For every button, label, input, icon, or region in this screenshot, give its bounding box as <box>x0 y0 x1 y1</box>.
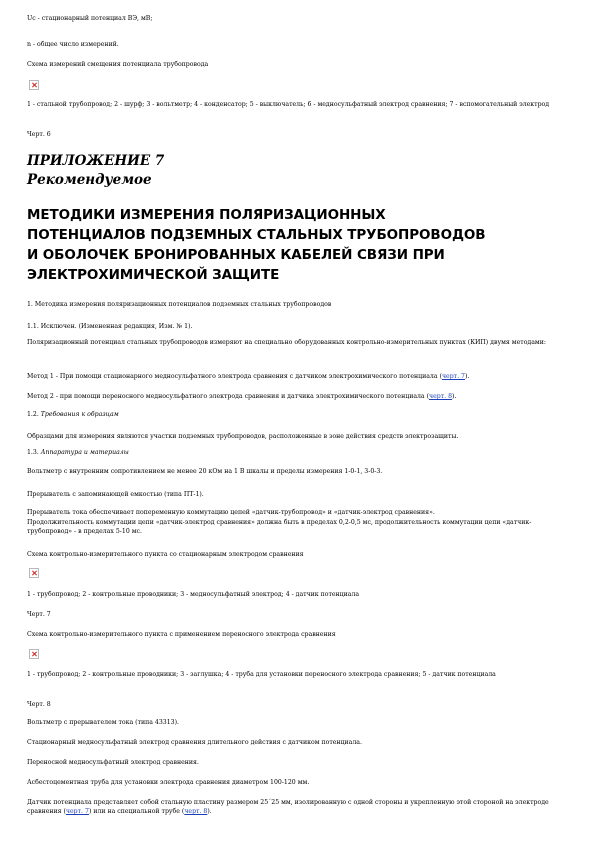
appendix-heading: ПРИЛОЖЕНИЕ 7 <box>27 153 165 169</box>
interrupter-line-1: Прерыватель тока обеспечивает попеременную коммутацию цепей «датчик-трубопровод» и «датчик-электрод сравнения». <box>27 509 435 516</box>
broken-image-icon <box>29 649 39 659</box>
voltmeter-interrupter-paragraph: Вольтметр с прерывателем тока (типа 43313). <box>27 719 179 726</box>
pipe-paragraph: Асбестоцементная труба для установки электрода сравнения диаметром 100-120 мм. <box>27 779 310 786</box>
sensor-paragraph <box>27 798 572 816</box>
chart-8-caption: Черт. 8 <box>27 701 51 708</box>
appendix-subheading: Рекомендуемое <box>27 172 152 188</box>
sensor-middle-text: ) или на специальной трубе ( <box>88 808 185 815</box>
scheme-8-legend: 1 - трубопровод; 2 - контрольные проводники; 3 - заглушка; 4 - труба для установки переносного электрода сравнения; 5 - датчик потенциала <box>27 671 496 678</box>
samples-paragraph: Образцами для измерения являются участки подземных трубопроводов, расположенные в зоне действия средств электрозащиты. <box>27 433 459 440</box>
method-1 <box>27 372 469 381</box>
switch-paragraph: Прерыватель с запоминающей емкостью (типа ПТ-1). <box>27 491 204 498</box>
section-1-2-title: Требования к образцам <box>40 411 119 418</box>
method-2-end: ). <box>452 393 457 400</box>
title-line: МЕТОДИКИ ИЗМЕРЕНИЯ ПОЛЯРИЗАЦИОННЫХ <box>27 207 386 223</box>
scheme-7-legend: 1 - трубопровод; 2 - контрольные проводники; 3 - медносульфатный электрод; 4 - датчик потенциала <box>27 591 360 598</box>
scheme-7-title: Схема контрольно-измерительного пункта со стационарным электродом сравнения <box>27 551 304 558</box>
link-chart-7[interactable]: черт. 7 <box>441 373 465 380</box>
n-definition: n - общее число измерений. <box>27 41 119 48</box>
section-1-2-number: 1.2. <box>27 411 41 418</box>
method-2-text: Метод 2 - при помощи переносного медносульфатного электрода сравнения и датчика электрохимического потенциала ( <box>27 393 430 400</box>
interrupter-line-2: Продолжительность коммутации цепи «датчик-электрод сравнения» должна быть в пределах 0,2-0,5 мс, продолжительность коммутации цепи «датчик-трубопровод» - в пределах 5-10 мс. <box>27 519 532 535</box>
intro-paragraph: Поляризационный потенциал стальных трубопроводов измеряют на специально оборудованных контрольно-измерительных пунктах (КИП) двумя методами: <box>27 339 546 346</box>
chart-7-caption: Черт. 7 <box>27 611 51 618</box>
voltmeter-paragraph: Вольтметр с внутренним сопротивлением не менее 20 кОм на 1 В шкалы и пределы измерения 1-0-1, 3-0-3. <box>27 468 383 475</box>
link-chart-8[interactable]: черт. 8 <box>429 393 453 400</box>
sensor-text: Датчик потенциала представляет собой стальную пластину размером 25´25 мм, изолированную с одной стороны и укрепленную этой стороной на электроде сравнения ( <box>27 799 549 815</box>
uc-definition: Uc - стационарный потенциал ВЭ, мВ; <box>27 15 153 22</box>
title-line: ЭЛЕКТРОХИМИЧЕСКОЙ ЗАЩИТЕ <box>27 267 280 283</box>
chart-6-caption: Черт. 6 <box>27 131 51 138</box>
link-chart-8[interactable]: черт. 8 <box>184 808 208 815</box>
broken-image-icon <box>29 80 39 90</box>
section-1-3-number: 1.3. <box>27 449 41 456</box>
title-line: И ОБОЛОЧЕК БРОНИРОВАННЫХ КАБЕЛЕЙ СВЯЗИ ПРИ <box>27 247 445 263</box>
scheme-8-title: Схема контрольно-измерительного пункта с применением переносного электрода сравнения <box>27 631 336 638</box>
section-1-3-title: Аппаратура и материалы <box>40 449 129 456</box>
portable-electrode-paragraph: Переносной медносульфатный электрод сравнения. <box>27 759 199 766</box>
stationary-electrode-paragraph: Стационарный медносульфатный электрод сравнения длительного действия с датчиком потенциала. <box>27 739 362 746</box>
method-1-end: ). <box>464 373 470 380</box>
method-1-text: Метод 1 - При помощи стационарного медносульфатного электрода сравнения с датчиком электрохимического потенциала ( <box>27 373 442 380</box>
broken-image-icon <box>29 568 39 578</box>
method-2 <box>27 392 456 401</box>
section-1-1: 1.1. Исключен. (Измененная редакция, Изм. № 1). <box>27 323 193 330</box>
title-line: ПОТЕНЦИАЛОВ ПОДЗЕМНЫХ СТАЛЬНЫХ ТРУБОПРОВОДОВ <box>27 227 486 243</box>
scheme-6-title: Схема измерений смещения потенциала трубопровода <box>27 61 209 68</box>
link-chart-7[interactable]: черт. 7 <box>65 808 89 815</box>
section-1-heading: 1. Методика измерения поляризационных потенциалов подземных стальных трубопроводов <box>27 301 332 308</box>
section-1-3 <box>27 448 129 457</box>
scheme-6-legend: 1 - стальной трубопровод; 2 - шурф; 3 - вольтметр; 4 - конденсатор; 5 - выключатель; 6 - медносульфатный электрод сравнения; 7 - вспомогательный электрод <box>27 101 550 108</box>
sensor-end-text: ). <box>207 808 212 815</box>
section-1-2 <box>27 410 119 419</box>
